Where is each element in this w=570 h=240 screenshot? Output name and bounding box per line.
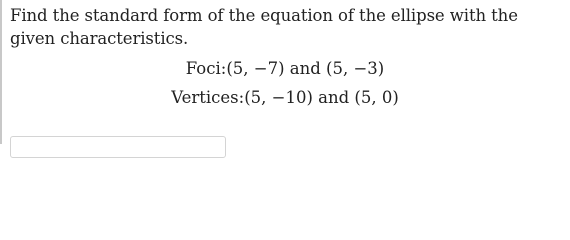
vertices-value: (5, −10) and (5, 0) [244,88,399,107]
foci-label: Foci: [185,59,227,78]
foci-value: (5, −7) and (5, −3) [226,59,385,78]
foci-line [0,57,570,80]
answer-input[interactable] [10,136,226,158]
vertices-line [0,86,570,109]
question-prompt: Find the standard form of the equation of the ellipse with the given characteristics. [10,6,518,48]
vertices-label: Vertices: [171,88,245,107]
